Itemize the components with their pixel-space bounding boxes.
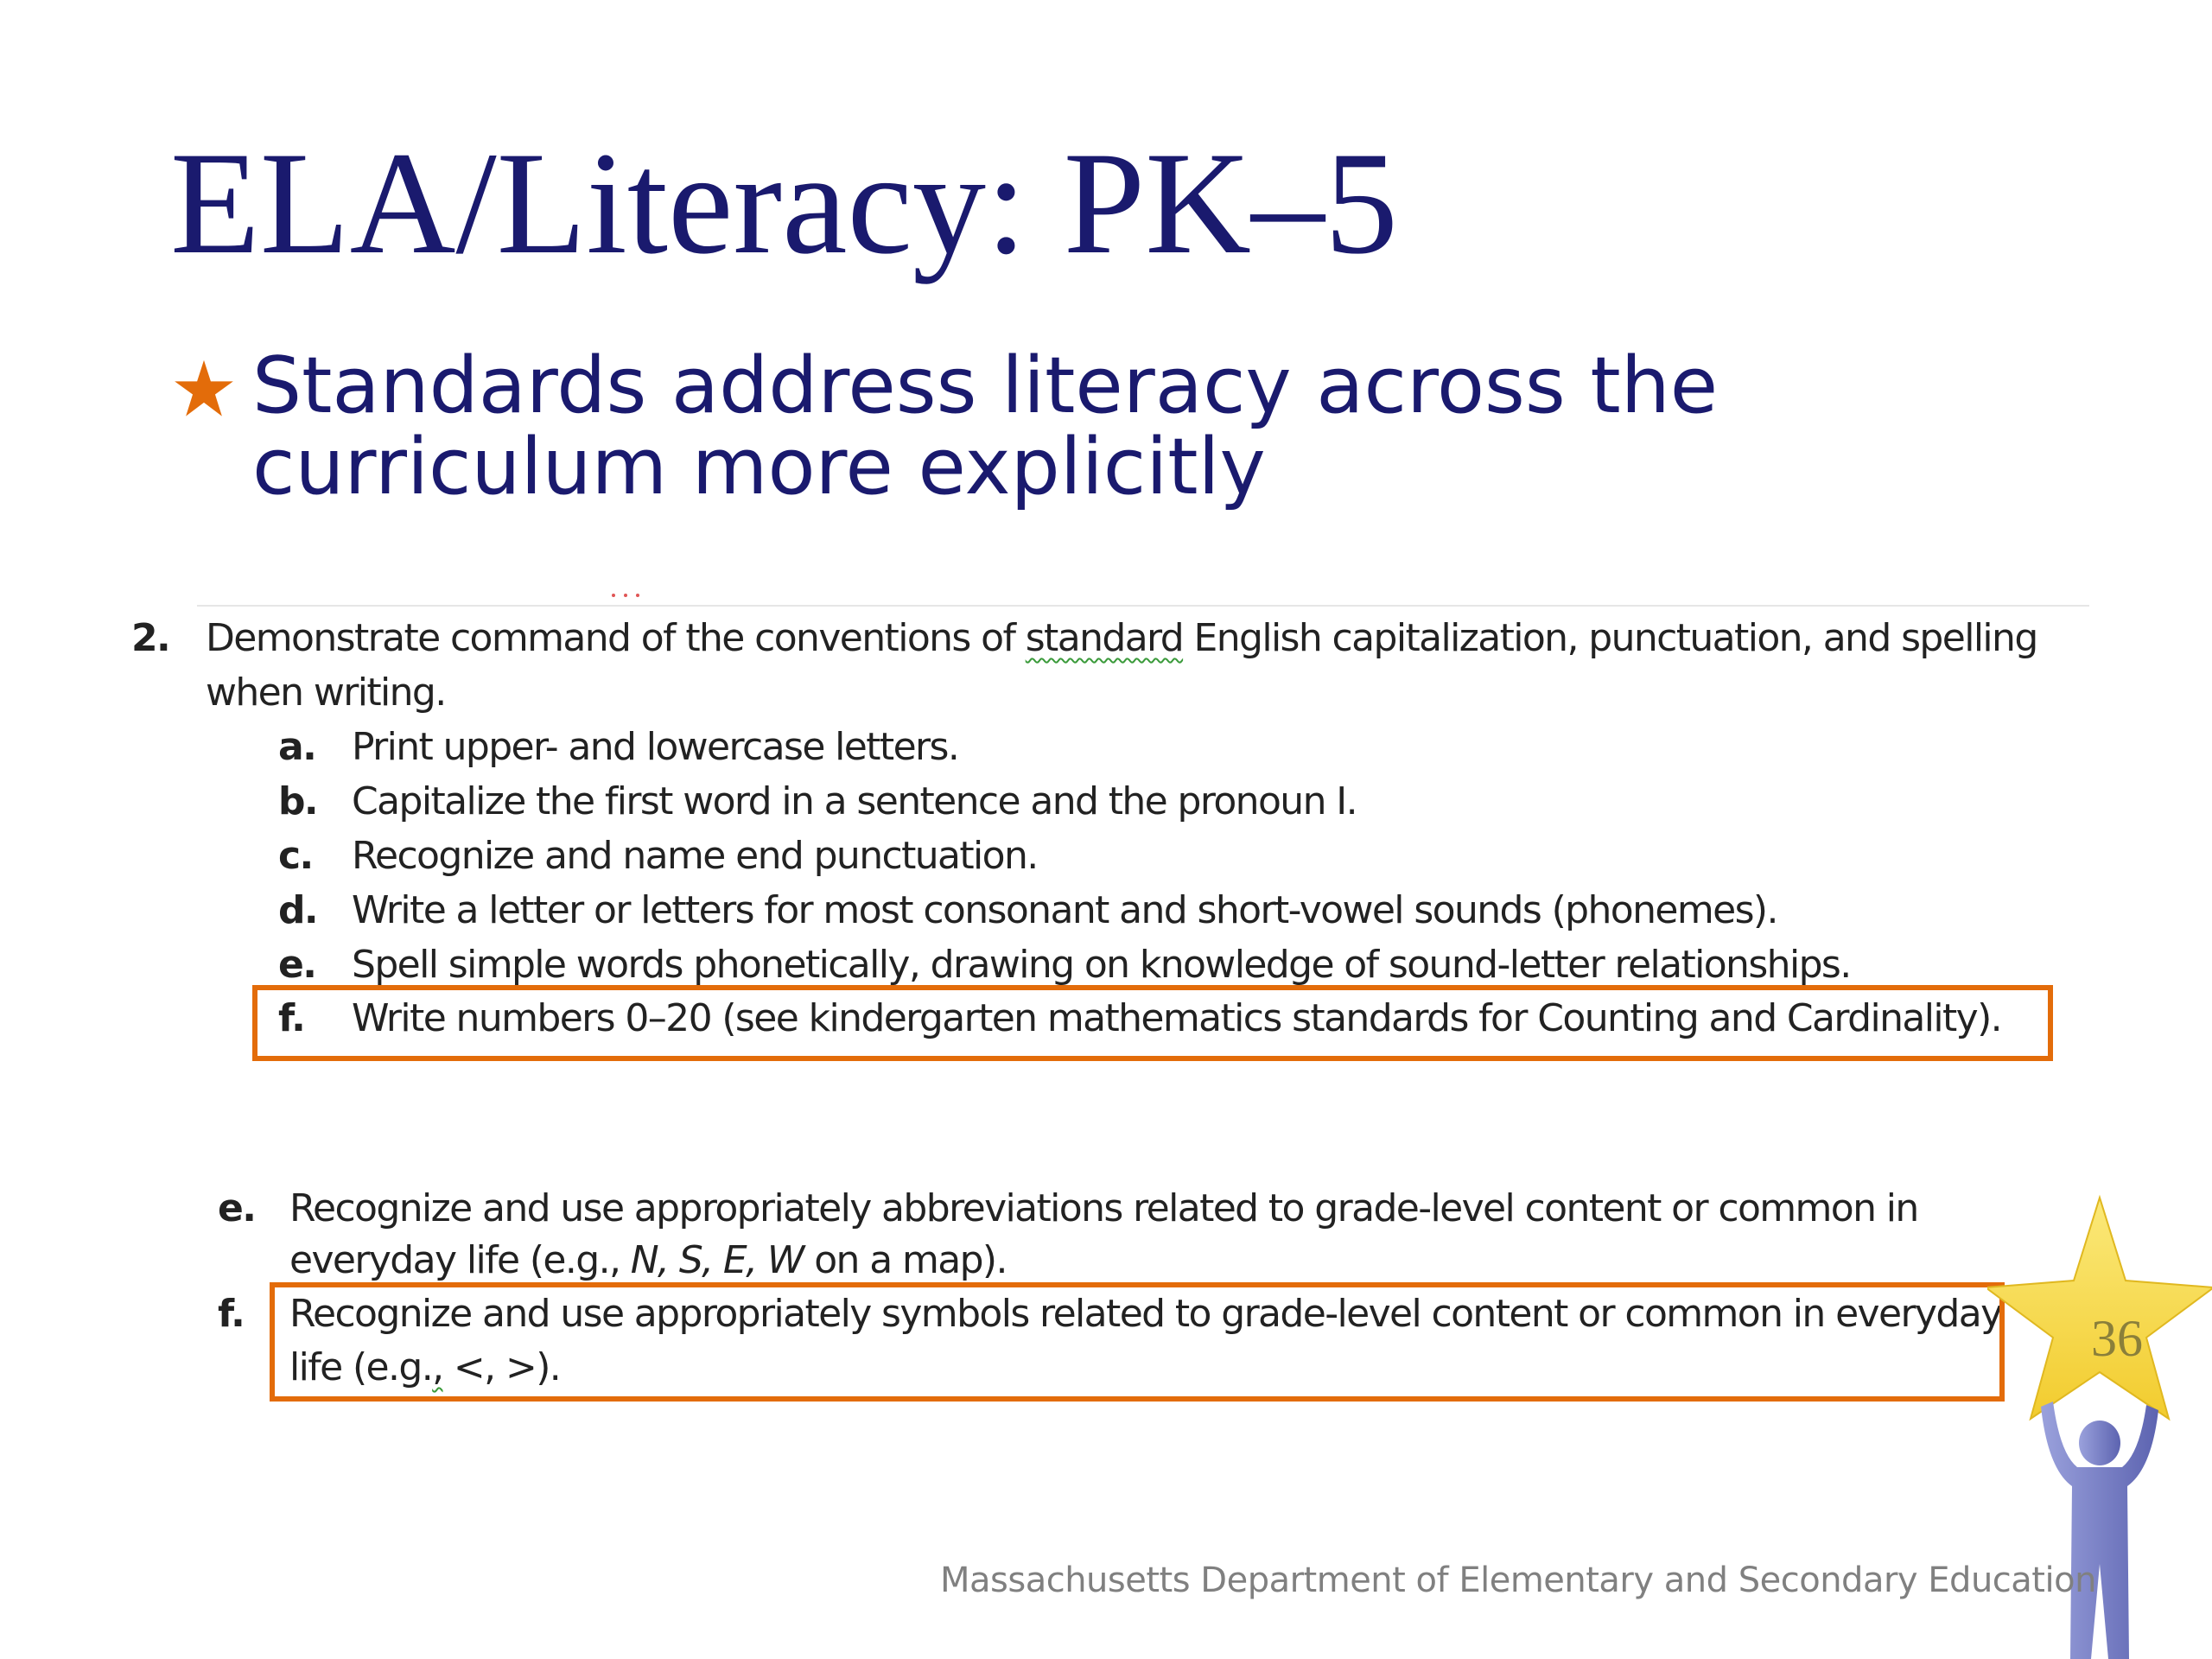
grammar-flagged-mark: , <box>432 1345 443 1389</box>
highlight-box-1 <box>252 985 2053 1061</box>
text-prefix: everyday life (e.g., <box>289 1238 631 1282</box>
stem-text-part-2: English capitalization, punctuation, and spelling <box>1183 616 2037 660</box>
text-suffix: <, >). <box>442 1345 561 1389</box>
text-prefix: life (e.g. <box>289 1345 433 1389</box>
item-text-line-2 <box>289 1234 1007 1287</box>
proofing-marks <box>610 593 645 598</box>
item-letter: d. <box>278 888 318 932</box>
grammar-flagged-word: standard <box>1025 616 1184 660</box>
item-letter: b. <box>278 779 318 823</box>
standard-number: 2. <box>131 616 170 660</box>
item-text-line-1: Recognize and use appropriately symbols related to grade-level content or common in everyday <box>289 1292 2002 1336</box>
stem-text-part-1: Demonstrate command of the conventions of <box>206 616 1026 660</box>
footer-text: Massachusetts Department of Elementary and Secondary Education <box>940 1560 2096 1600</box>
bullet-line-2: curriculum more explicitly <box>252 422 1266 512</box>
page-number: 36 <box>2091 1310 2143 1367</box>
bullet-line-1: Standards address literacy across the <box>252 340 1719 431</box>
standard-stem-line-1 <box>206 612 2037 665</box>
divider <box>197 605 2089 607</box>
text-suffix: on a map). <box>803 1238 1007 1282</box>
item-letter: c. <box>278 834 313 878</box>
item-letter: e. <box>278 943 316 987</box>
item-text: Write numbers 0–20 (see kindergarten mathematics standards for Counting and Cardinality). <box>352 996 2002 1040</box>
item-text: Print upper- and lowercase letters. <box>352 725 959 769</box>
item-letter: f. <box>278 996 305 1040</box>
item-letter: f. <box>218 1292 245 1336</box>
bullet-text <box>252 340 1719 512</box>
text-italic: N, S, E, W <box>630 1238 804 1282</box>
highlight-box-2 <box>270 1282 2005 1402</box>
standard-stem-line-2: when writing. <box>206 671 446 715</box>
item-text: Capitalize the first word in a sentence and the pronoun I. <box>352 779 1357 823</box>
item-letter: a. <box>278 725 316 769</box>
star-bullet-icon <box>173 358 235 420</box>
item-text: Spell simple words phonetically, drawing on knowledge of sound-letter relationships. <box>352 943 1851 987</box>
item-letter: e. <box>218 1186 256 1230</box>
slide-title: ELA/Literacy: PK–5 <box>170 122 1399 284</box>
item-text: Write a letter or letters for most consonant and short-vowel sounds (phonemes). <box>352 888 1777 932</box>
item-text: Recognize and name end punctuation. <box>352 834 1038 878</box>
item-text-line-1: Recognize and use appropriately abbreviations related to grade-level content or common in <box>289 1186 1918 1230</box>
